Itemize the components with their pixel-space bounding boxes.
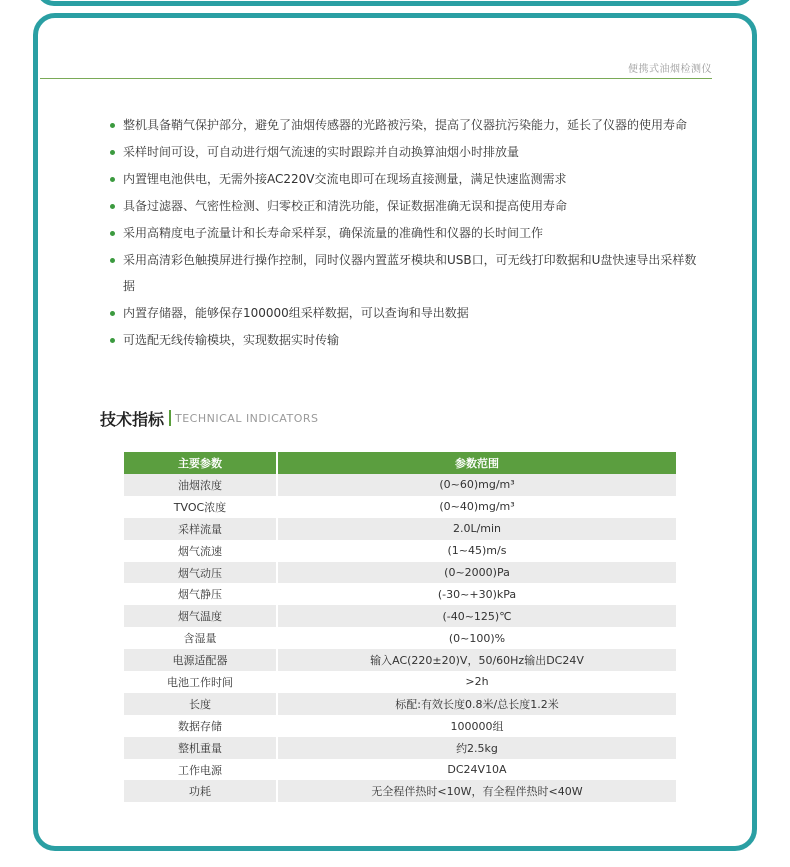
param-value: (-30~+30)kPa (437, 587, 517, 601)
feature-text: 采用高精度电子流量计和长寿命采样泵，确保流量的准确性和仪器的长时间工作 (123, 226, 544, 240)
param-name: 整机重量 (124, 737, 277, 759)
feature-item (110, 327, 700, 353)
feature-text: 整机具备鞘气保护部分，避免了油烟传感器的光路被污染，提高了仪器抗污染能力，延长了仪器的使用寿命 (123, 118, 688, 132)
table-row (124, 605, 676, 627)
bullet-dot-icon (110, 231, 115, 236)
table-row (124, 737, 676, 759)
bullet-dot-icon (110, 123, 115, 128)
param-name: 电池工作时间 (124, 671, 277, 693)
bullet-dot-icon (110, 204, 115, 209)
feature-item (110, 247, 700, 299)
param-name: TVOC浓度 (124, 496, 277, 518)
param-value: 2.0L/min (277, 518, 676, 540)
feature-text: 采用高清彩色触摸屏进行操作控制，同时仪器内置蓝牙模块和USB口，可无线打印数据和U盘快速导出采样数据 (123, 253, 697, 293)
bullet-dot-icon (110, 258, 115, 263)
top-panel-edge (36, 0, 754, 6)
table-row (124, 671, 676, 693)
table-row (124, 583, 676, 605)
bullet-dot-icon (110, 338, 115, 343)
table-row (124, 627, 676, 649)
bullet-dot-icon (110, 150, 115, 155)
param-name: 烟气温度 (124, 605, 277, 627)
feature-list (110, 112, 700, 354)
param-name: 电源适配器 (124, 649, 277, 671)
feature-text: 具备过滤器、气密性检测、归零校正和清洗功能，保证数据准确无误和提高使用寿命 (123, 199, 568, 213)
feature-text: 内置锂电池供电，无需外接AC220V交流电即可在现场直接测量，满足快速监测需求 (123, 172, 567, 186)
param-name: 功耗 (124, 780, 277, 802)
section-title-cn: 技术指标 (100, 409, 165, 429)
bullet-dot-icon (110, 311, 115, 316)
param-name: 长度 (124, 693, 277, 715)
table-row (124, 759, 676, 781)
bullet-dot-icon (110, 177, 115, 182)
param-name: 采样流量 (124, 518, 277, 540)
param-value: (0~100)% (448, 631, 506, 645)
param-value: 约2.5kg (277, 737, 676, 759)
param-name: 油烟浓度 (124, 474, 277, 496)
param-name: 含湿量 (124, 627, 277, 649)
spec-table (124, 452, 676, 802)
param-value: 输入AC(220±20)V，50/60Hz输出DC24V (277, 649, 676, 671)
table-row (124, 540, 676, 562)
param-value: 标配:有效长度0.8米/总长度1.2米 (277, 693, 676, 715)
table-row (124, 518, 676, 540)
param-value: (1~45)m/s (447, 544, 507, 558)
table-row (124, 693, 676, 715)
param-name: 工作电源 (124, 759, 277, 781)
feature-item (110, 139, 700, 165)
feature-text: 内置存储器，能够保存100000组采样数据，可以查询和导出数据 (123, 306, 469, 320)
table-row (124, 715, 676, 737)
param-value: (0~60)mg/m³ (277, 474, 676, 496)
param-value: (0~2000)Pa (277, 562, 676, 584)
table-row (124, 649, 676, 671)
section-title-bar (169, 410, 171, 426)
table-row (124, 562, 676, 584)
param-value: DC24V10A (447, 763, 507, 777)
table-row (124, 474, 676, 496)
param-value: >2h (465, 675, 489, 689)
table-row (124, 496, 676, 518)
param-name: 烟气流速 (124, 540, 277, 562)
feature-text: 可选配无线传输模块，实现数据实时传输 (123, 333, 340, 347)
section-heading (100, 406, 318, 430)
table-row (124, 780, 676, 802)
section-title-en: TECHNICAL INDICATORS (175, 411, 319, 425)
column-header-range: 参数范围 (277, 452, 676, 474)
feature-item (110, 112, 700, 138)
page-header-title: 便携式油烟检测仪 (628, 64, 712, 75)
header-divider (40, 78, 712, 79)
param-value: (-40~125)℃ (277, 605, 676, 627)
param-value: 100000组 (450, 719, 504, 733)
feature-item (110, 166, 700, 192)
param-name: 烟气动压 (124, 562, 277, 584)
feature-item (110, 220, 700, 246)
table-header-row (124, 452, 676, 474)
feature-item (110, 300, 700, 326)
feature-text: 采样时间可设，可自动进行烟气流速的实时跟踪并自动换算油烟小时排放量 (123, 145, 520, 159)
param-name: 烟气静压 (124, 583, 277, 605)
feature-item (110, 193, 700, 219)
param-name: 数据存储 (124, 715, 277, 737)
column-header-parameter: 主要参数 (124, 452, 277, 474)
param-value: (0~40)mg/m³ (439, 500, 515, 514)
param-value: 无全程伴热时<10W，有全程伴热时<40W (277, 780, 676, 802)
